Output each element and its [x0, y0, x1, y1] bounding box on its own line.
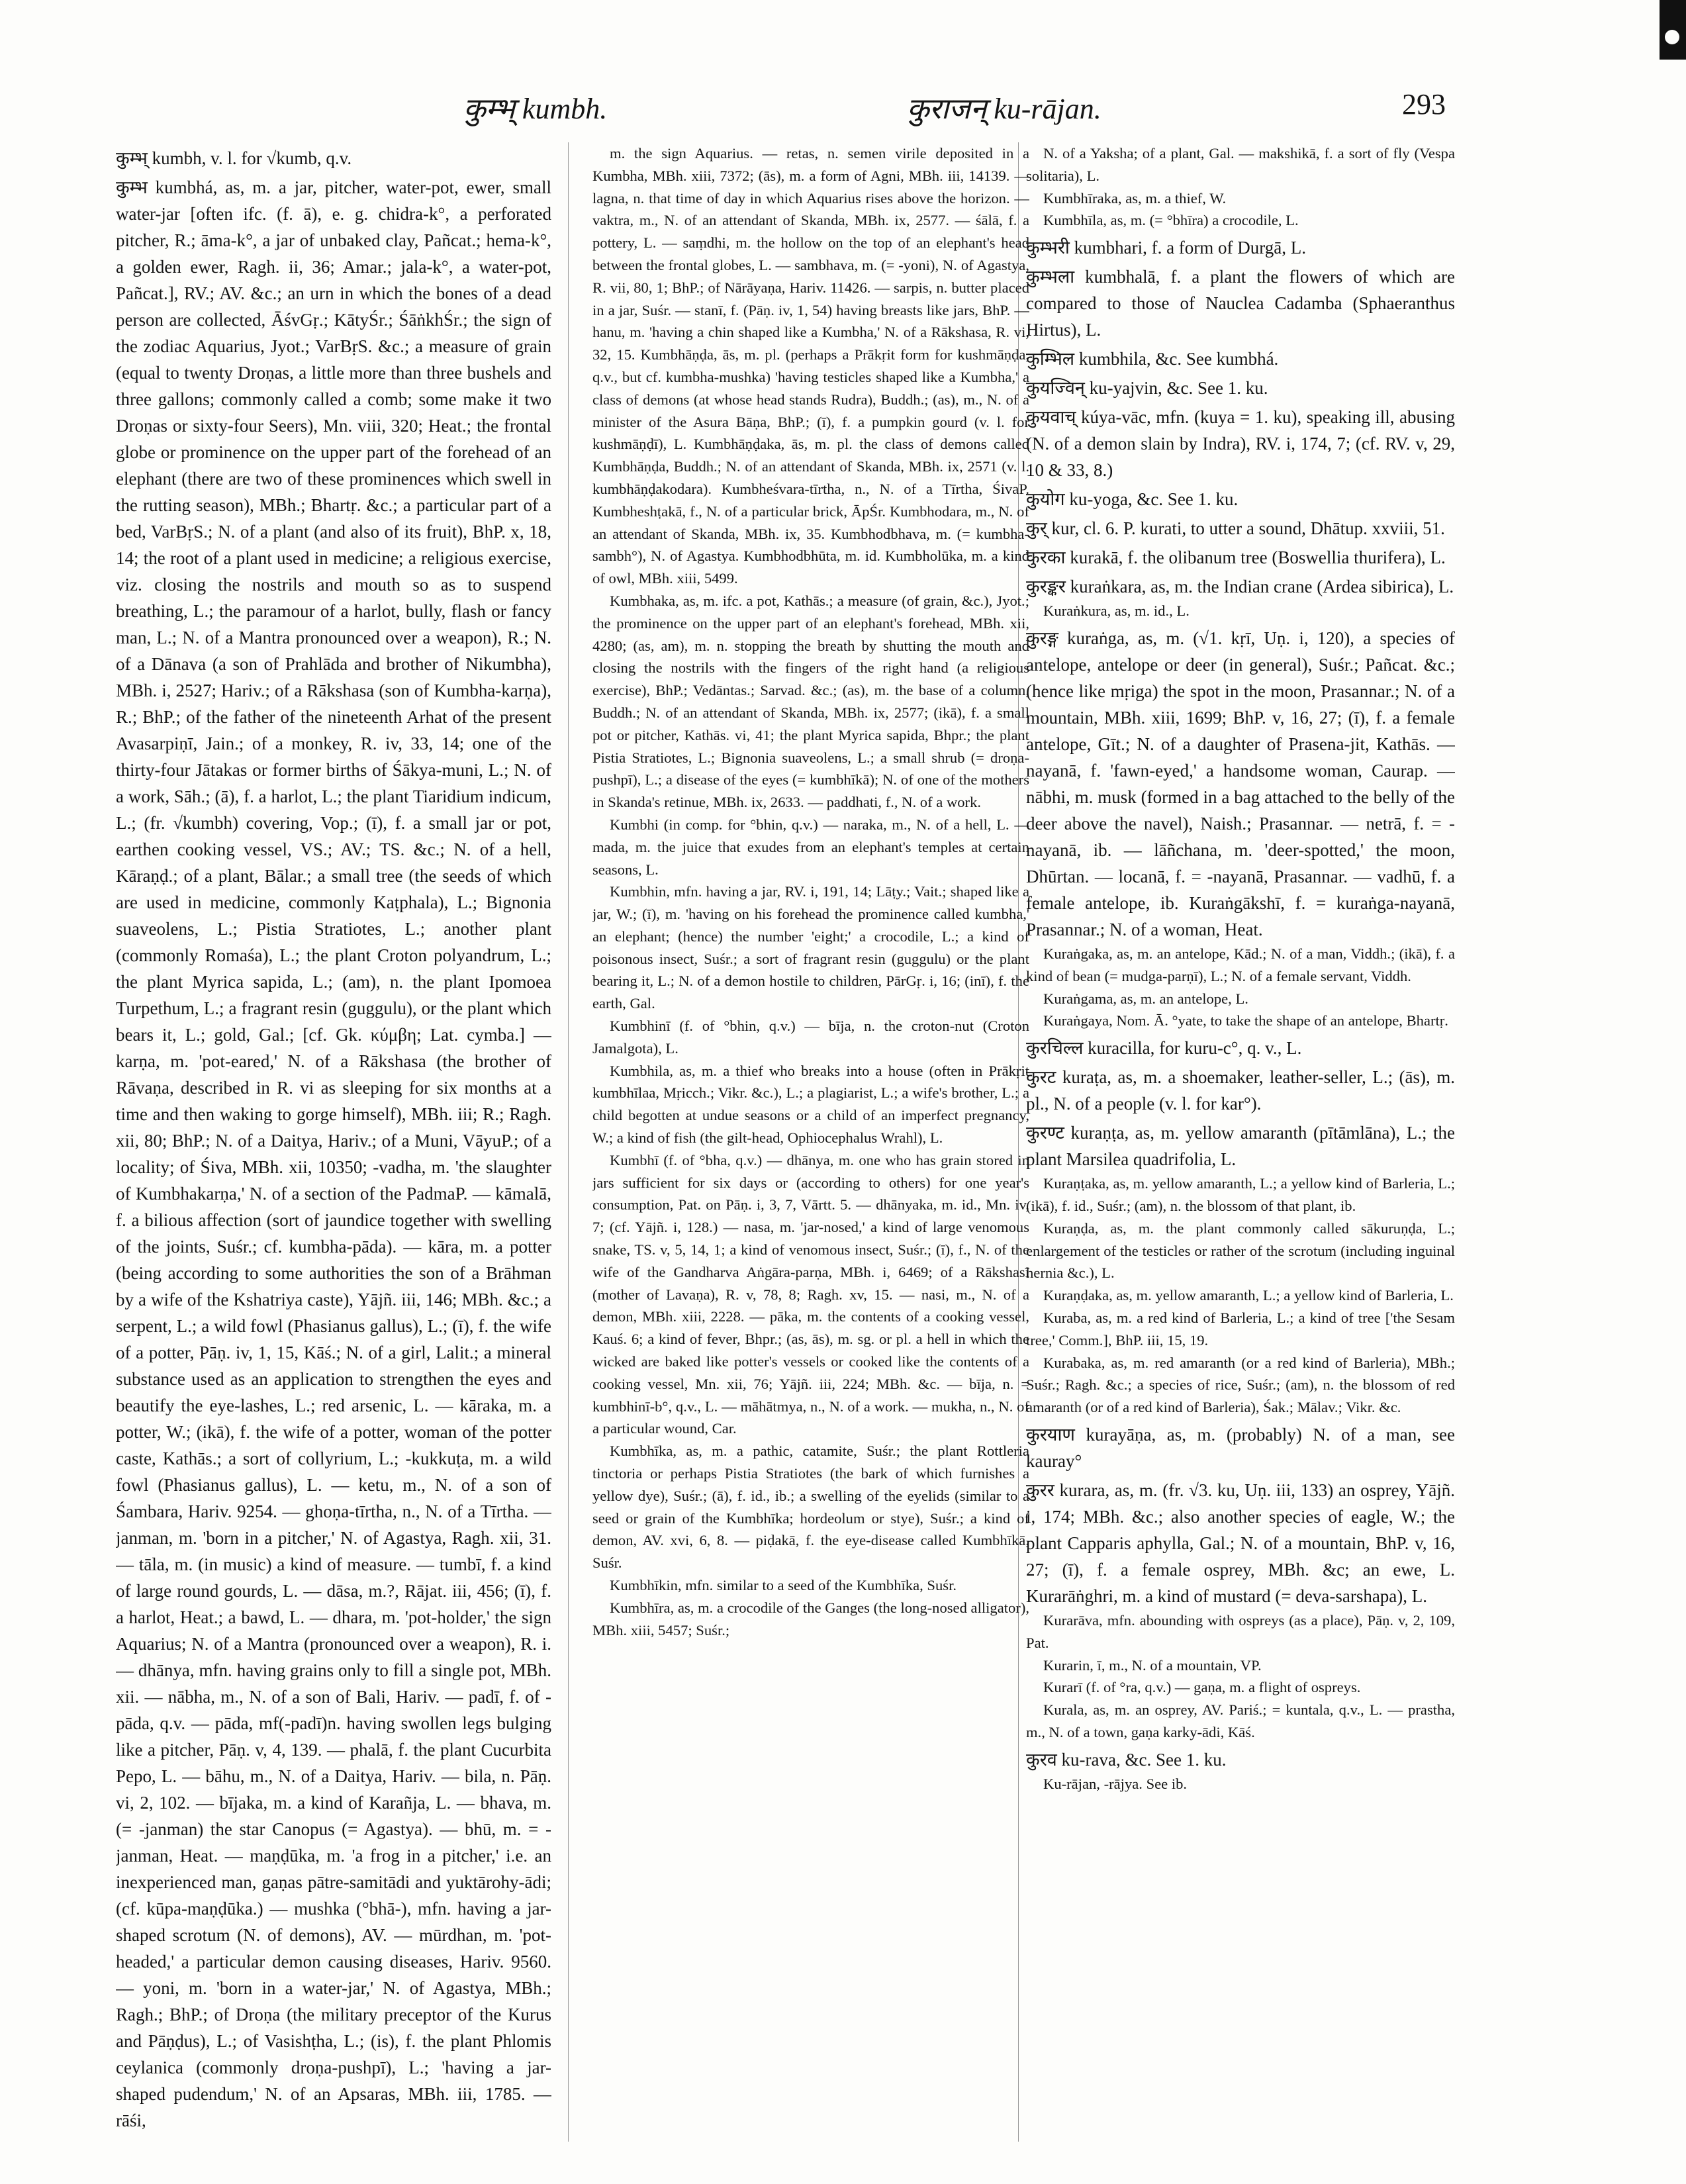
dictionary-entry: कुरर kurara, as, m. (fr. √3. ku, Uṇ. iii, 133) an osprey, Yājñ. i, 174; MBh. &c.; also another species of eagle, W.; the plant Capparis aphylla, Gal.; N. of a mountain, BhP. v, 16, 27; (ī), f. a female osprey, MBh. &c; an ewe, L. Kurarāṅghri, m. a kind of mustard (= deva-sarshapa), L.	[1026, 1480, 1455, 1606]
dictionary-entry: कुम्भ् kumbh, v. l. for √kumb, q.v.	[116, 148, 352, 168]
dictionary-entry: Kuraba, as, m. a red kind of Barleria, L.; a kind of tree ['the Sesam tree,' Comm.], BhP. iii, 15, 19.	[1026, 1309, 1455, 1349]
dictionary-entry: m. the sign Aquarius. — retas, n. semen virile deposited in a Kumbha, MBh. xiii, 7372; (ās), m. a form of Agni, MBh. iii, 14139. — lagna, n. that time of day in which Aquarius rises above the horizon. — vaktra, m., N. of an attendant of Skanda, MBh. ix, 2577. — śālā, f. a pottery, L. — saṃdhi, m. the hollow on the top of an elephant's head between the frontal globes, L. — sambhava, m. (= -yoni), N. of Agastya, R. vii, 80, 1; BhP.; of Nārāyaṇa, Hariv. 11426. — sarpis, n. butter placed in a jar, Suśr. — stanī, f. (Pāṇ. iv, 1, 54) having breasts like jars, BhP. — hanu, m. 'having a chin shaped like a Kumbha,' N. of a Rākshasa, R. vi, 32, 15. Kumbhāṇḍa, ās, m. pl. (perhaps a Prākṛit form for kushmāṇḍa, q.v., but cf. kumbha-mushka) 'having testicles shaped like a Kumbha,' a class of demons (at whose head stands Rudra), Buddh.; (as), m., N. of a minister of the Asura Bāṇa, BhP.; (ī), f. a pumpkin gourd (v. l. for kushmāṇḍī), L. Kumbhāṇḍaka, ās, m. pl. the class of demons called Kumbhāṇḍa, Buddh.; N. of an attendant of Skanda, MBh. ix, 2571 (v. l. kumbhāṇḍakodara). Kumbheśvara-tīrtha, n., N. of a Tīrtha, ŚivaP. Kumbheshṭakā, f., N. of a particular brick, ĀpŚr. Kumbhodara, m., N. of an attendant of Skanda, MBh. ix, 35. Kumbhodbhava, m. (= kumbha-sambh°), N. of Agastya. Kumbhodbhūta, m. id. Kumbholūka, m. a kind of owl, MBh. xiii, 5499.	[592, 145, 1029, 587]
dictionary-entry: Ku-rājan, -rājya. See ib.	[1043, 1775, 1188, 1792]
dictionary-entry: कुरयाण kurayāṇa, as, m. (probably) N. of a man, see kauray°	[1026, 1424, 1455, 1471]
dictionary-entry: Kumbhī (f. of °bha, q.v.) — dhānya, m. one who has grain stored in jars sufficient for six days or (according to others) for one year's consumption, Pat. on Pāṇ. i, 3, 7, Vārtt. 5. — dhānyaka, m. id., Mn. iv, 7; (cf. Yājñ. i, 128.) — nasa, m. 'jar-nosed,' a kind of large venomous snake, TS. v, 5, 14, 1; a kind of venomous insect, Suśr.; (ī), f., N. of the wife of the Gandharva Aṅgāra-parṇa, MBh. i, 6469; of a Rākshasī (mother of Lavaṇa), R. v, 78, 8; Ragh. xv, 15. — nasi, m., N. of a demon, MBh. xiii, 2228. — pāka, m. the contents of a cooking vessel, Kauś. 6; a kind of fever, Bhpr.; (as, ās), m. sg. or pl. a hell in which the wicked are baked like potter's vessels or cooked like the contents of a cooking vessel, Mn. xii, 76; Yājñ. iii, 224; MBh. &c. — bīja, n. = kumbhinī-b°, q.v., L. — māhātmya, n., N. of a work. — mukha, n., N. of a particular wound, Car.	[592, 1151, 1029, 1437]
dictionary-entry: कुयोग ku-yoga, &c. See 1. ku.	[1026, 489, 1239, 510]
dictionary-entry: Kurarī (f. of °ra, q.v.) — gaṇa, m. a flight of ospreys.	[1043, 1679, 1361, 1696]
dictionary-entry: Kumbhīka, as, m. a pathic, catamite, Suśr.; the plant Rottleria tinctoria or perhaps Pistia Stratiotes (the bark of which furnishes a yellow dye), Suśr.; (ā), f. id., ib.; a swelling of the eyelids (similar to a seed or grain of the Kumbhīka; hordeolum or stye), Suśr.; a kind of demon, AV. xvi, 6, 8. — piḍakā, f. the eye-disease called Kumbhīkā, Suśr.	[592, 1443, 1029, 1572]
dictionary-entry: Kurarāva, mfn. abounding with ospreys (as a place), Pāṇ. v, 2, 109, Pat.	[1026, 1611, 1455, 1651]
dictionary-entry: Kumbhi (in comp. for °bhin, q.v.) — naraka, m., N. of a hell, L. — mada, m. the juice that exudes from an elephant's temples at certain seasons, L.	[592, 816, 1029, 878]
dictionary-entry: कुर् kur, cl. 6. P. kurati, to utter a sound, Dhātup. xxviii, 51.	[1026, 518, 1445, 539]
dictionary-entry: कुरङ्कर kuraṅkara, as, m. the Indian crane (Ardea sibirica), L.	[1026, 577, 1454, 597]
column-divider	[568, 142, 569, 2142]
dictionary-entry: कुरङ्ग kuraṅga, as, m. (√1. kṛī, Uṇ. i, 120), a species of antelope, antelope or deer (in general), Suśr.; Pañcat. &c.; (hence like mṛiga) the spot in the moon, Prasannar.; N. of a mountain, MBh. xiii, 1699; BhP. v, 16, 27; (ī), f. a female antelope, Gīt.; N. of a daughter of Prasena-jit, Kathās. — nayanā, f. 'fawn-eyed,' a handsome woman, Caurap. — nābhi, m. musk (formed in a bag attached to the belly of the deer above the navel), Naish.; Prasannar. — netrā, f. = -nayanā, ib. — lāñchana, m. 'deer-spotted,' the moon, Dhūrtan. — locanā, f. = -nayanā, Prasannar. — vadhū, f. a female antelope, ib. Kuraṅgākshī, f. = kuraṅga-nayanā, Prasannar.; N. of a woman, Heat.	[1026, 628, 1455, 939]
dictionary-entry: Kumbhīla, as, m. (= °bhīra) a crocodile, L.	[1043, 212, 1299, 229]
dictionary-entry: Kumbhīkin, mfn. similar to a seed of the Kumbhīka, Suśr.	[610, 1577, 957, 1593]
edge-mark	[1660, 0, 1686, 60]
dictionary-entry: कुम्भरी kumbhari, f. a form of Durgā, L.	[1026, 238, 1307, 258]
dictionary-entry: Kuraṇḍaka, as, m. yellow amaranth, L.; a yellow kind of Barleria, L.	[1043, 1287, 1454, 1304]
dictionary-entry: कुरचिल्ल kuracilla, for kuru-c°, q. v., L.	[1026, 1038, 1302, 1059]
dictionary-entry: कुयवाच् kúya-vāc, mfn. (kuya = 1. ku), speaking ill, abusing (N. of a demon slain by Indra), RV. i, 174, 7; (cf. RV. v, 29, 10 & 33, 8.)	[1026, 407, 1455, 481]
dictionary-entry: कुरव ku-rava, &c. See 1. ku.	[1026, 1749, 1227, 1770]
dictionary-entry: Kuraṅkura, as, m. id., L.	[1043, 602, 1190, 620]
running-head-left: कुम्भ् kumbh.	[463, 93, 608, 125]
page-number: 293	[1402, 88, 1446, 120]
dictionary-entry: Kuraṅgaya, Nom. Ā. °yate, to take the shape of an antelope, Bhartṛ.	[1043, 1012, 1448, 1029]
dictionary-entry: Kumbhaka, as, m. ifc. a pot, Kathās.; a measure (of grain, &c.), Jyot.; the prominence on the upper part of an elephant's forehead, MBh. xii, 4280; (as, am), m. n. stopping the breath by shutting the mouth and closing the nostrils with the fingers of the right hand (a religious exercise), BhP.; Vedāntas.; Sarvad. &c.; (as), m. the base of a column, Buddh.; N. of an attendant of Skanda, MBh. ix, 2577; (ikā), f. a small pot or pitcher, Kathās. vi, 41; the plant Myrica sapida, Bhpr.; the plant Pistia Stratiotes, L.; Bignonia suaveolens, L.; a small shrub (= droṇa-pushpī), L.; a disease of the eyes (= kumbhīkā); N. of one of the mothers in Skanda's retinue, MBh. ix, 2633. — paddhati, f., N. of a work.	[592, 592, 1029, 811]
dictionary-entry: कुयज्विन् ku-yajvin, &c. See 1. ku.	[1026, 378, 1268, 399]
column-3	[1026, 142, 1455, 2178]
running-header	[0, 87, 1686, 134]
dictionary-entry: कुरका kurakā, f. the olibanum tree (Boswellia thurifera), L.	[1026, 547, 1446, 568]
dictionary-entry: Kumbhila, as, m. a thief who breaks into a house (often in Prākṛit kumbhīlaa, Mṛicch.; Vikr. &c.), L.; a plagiarist, L.; a wife's brother, L.; a child begotten at undue seasons or a child of an imperfect pregnancy, W.; a kind of fish (the gilt-head, Ophiocephalus Wrahl), L.	[592, 1062, 1029, 1147]
dictionary-entry: Kuraṅgama, as, m. an antelope, L.	[1043, 990, 1248, 1007]
dictionary-entry: Kurabaka, as, m. red amaranth (or a red kind of Barleria), MBh.; Suśr.; Ragh. &c.; a species of rice, Suśr.; (am), n. the blossom of red amaranth (or of a red kind of Barleria), Śak.; Mālav.; Vikr. &c.	[1026, 1354, 1455, 1416]
dictionary-entry: Kuraṇṭaka, as, m. yellow amaranth, L.; a yellow kind of Barleria, L.; (ikā), f. id., Suśr.; (am), n. the blossom of that plant, ib.	[1026, 1175, 1455, 1214]
dictionary-entry: N. of a Yaksha; of a plant, Gal. — makshikā, f. a sort of fly (Vespa solitaria), L.	[1026, 145, 1455, 184]
column-2	[592, 142, 1029, 2178]
running-head-middle: कुराजन् ku-rājan.	[907, 93, 1101, 125]
dictionary-entry: Kuraṅgaka, as, m. an antelope, Kād.; N. of a man, Viddh.; (ikā), f. a kind of bean (= mudga-parṇī), L.; N. of a female servant, Viddh.	[1026, 945, 1455, 984]
dictionary-entry: कुम्भला kumbhalā, f. a plant the flowers of which are compared to those of Nauclea Cadamba (Sphaeranthus Hirtus), L.	[1026, 267, 1455, 340]
dictionary-entry: Kurarin, ī, m., N. of a mountain, VP.	[1043, 1656, 1262, 1674]
dictionary-entry: Kumbhīra, as, m. a crocodile of the Ganges (the long-nosed alligator), MBh. xiii, 5457; Suśr.;	[592, 1599, 1029, 1638]
dictionary-entry: Kumbhinī (f. of °bhin, q.v.) — bīja, n. the croton-nut (Croton Jamalgota), L.	[592, 1018, 1029, 1057]
dictionary-entry: Kurala, as, m. an osprey, AV. Pariś.; = kuntala, q.v., L. — prastha, m., N. of a town, gaṇa karky-ādi, Kāś.	[1026, 1701, 1455, 1740]
dictionary-entry: कुम्भ kumbhá, as, m. a jar, pitcher, water-pot, ewer, small water-jar [often ifc. (f. ā), e. g. chidra-k°, a perforated pitcher, R.; āma-k°, a jar of unbaked clay, Pañcat.; hema-k°, a golden ewer, Ragh. ii, 36; Amar.; jala-k°, a water-pot, Pañcat.], RV.; AV. &c.; an urn in which the bones of a dead person are collected, ĀśvGṛ.; KātyŚr.; ŚāṅkhŚr.; the sign of the zodiac Aquarius, Jyot.; VarBṛS. &c.; a measure of grain (equal to twenty Droṇas, a little more than three bushels and three gallons; commonly called a comb; some make it two Droṇas or sixty-four Seers), Mn. viii, 320; Heat.; the frontal globe or prominence on the upper part of the forehead of an elephant (there are two of these prominences which swell in the rutting season), MBh.; Bhartṛ. &c.; a particular part of a bed, VarBṛS.; N. of a plant (and also of its fruit), BhP. x, 18, 14; the root of a plant used in medicine; a religious exercise, viz. closing the nostrils and mouth so as to suspend breathing, L.; the paramour of a harlot, bully, flash or fancy man, L.; N. of a Mantra pronounced over a weapon), R.; N. of a Dānava (a son of Prahlāda and brother of Nikumbha), MBh. i, 2527; Hariv.; of a Rākshasa (son of Kumbha-karṇa), R.; BhP.; of the father of the nineteenth Arhat of the present Avasarpiṇī, Jain.; of a monkey, R. iv, 33, 14; one of the thirty-four Jātakas or former births of Śākya-muni, L.; N. of a work, Sāh.; (ā), f. a harlot, L.; the plant Tiaridium indicum, L.; (fr. √kumbh) covering, Vop.; (ī), f. a small jar or pot, earthen cooking vessel, VS.; AV.; TS. &c.; N. of a hell, Kāraṇḍ.; of a plant, Bālar.; a small tree (the seeds of which are used in medicine, commonly Kaṭphala), L.; Bignonia suaveolens, L.; Pistia Stratiotes, L.; another plant (commonly Romaśa), L.; the plant Croton polyandrum, L.; the plant Myrica sapida, L.; (am), n. the plant Ipomoea Turpethum, L.; a fragrant resin (guggulu), or the plant which bears it, L.; gold, Gal.; [cf. Gk. κύμβη; Lat. cymba.] — karṇa, m. 'pot-eared,' N. of a Rākshasa (the brother of Rāvaṇa, described in R. vi as sleeping for six months at a time and then waking to gorge himself), MBh. iii; R.; Ragh. xii, 80; BhP.; N. of a Daitya, Hariv.; of a Muni, VāyuP.; of a locality; of Śiva, MBh. xii, 10350; -vadha, m. 'the slaughter of Kumbhakarṇa,' N. of a section of the PadmaP. — kāmalā, f. a bilious affection (sort of jaundice together with swelling of the joints, Suśr.; cf. kumbha-pāda). — kāra, m. a potter (being according to some authorities the son of a Brāhman by a wife of the Kshatriya caste), Yājñ. iii, 146; MBh. &c.; a serpent, L.; a wild fowl (Phasianus gallus), L.; (ī), f. the wife of a potter, Pāṇ. iv, 1, 15, Kāś.; N. of a girl, Lalit.; a mineral substance used as an application to strengthen the eyes and beautify the eye-lashes, L.; red arsenic, L. — kāraka, m. a potter, W.; (ikā), f. the wife of a potter, woman of the potter caste, Kathās.; a sort of collyrium, L.; -kukkuṭa, m. a wild fowl (Phasianus gallus), L. — ketu, m., N. of a son of Śambara, Hariv. 9254. — ghoṇa-tīrtha, n., N. of a Tīrtha. — janman, m. 'born in a pitcher,' N. of Agastya, Ragh. xii, 31. — tāla, m. (in music) a kind of measure. — tumbī, f. a kind of large round gourds, L. — dāsa, m.?, Rājat. iii, 456; (ī), f. a harlot, Heat.; a bawd, L. — dhara, m. 'pot-holder,' the sign Aquarius; N. of a Mantra (pronounced over a weapon), R. i. — dhānya, mfn. having grains only to fill a single pot, MBh. xii. — nābha, m., N. of a son of Bali, Hariv. — padī, f. of -pāda, q.v. — pāda, mf(-padī)n. having swollen legs bulging like a pitcher, Pāṇ. v, 4, 139. — phalā, f. the plant Cucurbita Pepo, L. — bāhu, m., N. of a Daitya, Hariv. — bila, n. Pāṇ. vi, 2, 102. — bījaka, m. a kind of Karañja, L. — bhava, m. (= -janman) the star Canopus (= Agastya). — bhū, m. = -janman, Heat. — maṇḍūka, m. 'a frog in a pitcher,' i.e. an inexperienced man, gaṇas pātre-samitādi and yuktārohy-ādi; (cf. kūpa-maṇḍūka.) — mushka (°bhā-), mfn. having a jar-shaped scrotum (N. of demons), AV. — mūrdhan, m. 'pot-headed,' a particular demon causing diseases, Hariv. 9560. — yoni, m. 'born in a water-jar,' N. of Agastya, MBh.; Ragh.; BhP.; of Droṇa (the military preceptor of the Kurus and Pāṇḍus), L.; of Vasishṭha, L.; (is), f. the plant Phlomis ceylanica (commonly droṇa-pushpī), L.; 'having a jar-shaped pudendum,' N. of an Apsaras, MBh. iii, 1785. — rāśi,	[116, 177, 551, 2130]
column-1	[116, 142, 551, 2178]
dictionary-entry: कुरण्ट kuraṇṭa, as, m. yellow amaranth (pītāmlāna), L.; the plant Marsilea quadrifolia, L.	[1026, 1123, 1455, 1170]
dictionary-entry: Kuraṇḍa, as, m. the plant commonly called sākuruṇḍa, L.; enlargement of the testicles or rather of the scrotum (including inguinal hernia &c.), L.	[1026, 1219, 1455, 1282]
dictionary-entry: Kumbhīraka, as, m. a thief, W.	[1043, 189, 1227, 207]
dictionary-entry: कुम्भिल kumbhila, &c. See kumbhá.	[1026, 349, 1279, 369]
dictionary-entry: कुरट kuraṭa, as, m. a shoemaker, leather-seller, L.; (ās), m. pl., N. of a people (v. l. for kar°).	[1026, 1067, 1455, 1114]
dictionary-entry: Kumbhin, mfn. having a jar, RV. i, 191, 14; Lāṭy.; Vait.; shaped like a jar, W.; (ī), m. 'having on his forehead the prominence called kumbha,' an elephant; (hence) the number 'eight;' a crocodile, L.; a kind of poisonous insect, Suśr.; a sort of fragrant resin (guggulu) or the plant bearing it, L.; N. of a demon hostile to children, PārGṛ. i, 16; (inī), f. the earth, Gal.	[592, 883, 1029, 1012]
